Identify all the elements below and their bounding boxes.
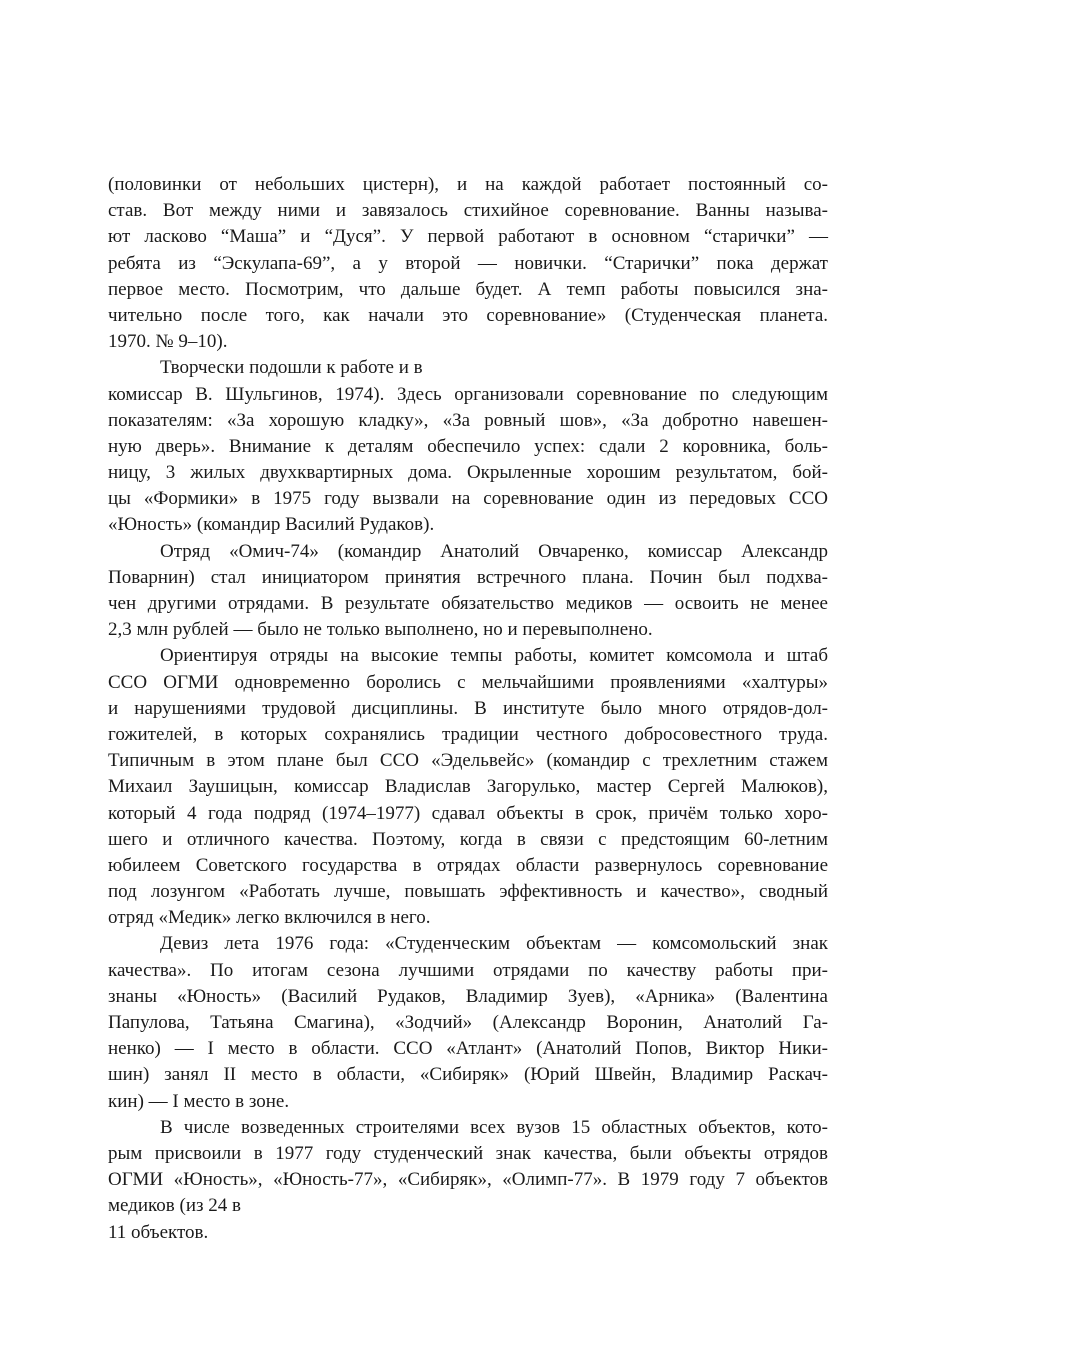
- text-line: кин) — I место в зоне.: [108, 1090, 290, 1112]
- text-line: Михаил Заушицын, комиссар Владислав Загорулько, мастер Сергей Малюков),: [108, 776, 828, 798]
- text-line: чительно после того, как начали это соревнование» (Студенческая планета.: [108, 304, 828, 326]
- text-line: став. Вот между ними и завязалось стихийное соревнование. Ванны называ-: [108, 200, 828, 222]
- text-line: Поварнин) стал инициатором принятия встречного плана. Почин был подхва-: [108, 566, 828, 588]
- text-line: рым присвоили в 1977 году студенческий знак качества, были объекты отрядов: [108, 1142, 828, 1164]
- text-line: «Юность» (командир Василий Рудаков).: [108, 514, 435, 536]
- text-line: В числе возведенных строителями всех вузов 15 областных объектов, кото-: [160, 1116, 828, 1138]
- text-line: чен другими отрядами. В результате обязательство медиков — освоить не менее: [108, 593, 828, 614]
- text-line: шин) занял II место в области, «Сибиряк» (Юрий Швейн, Владимир Раскач-: [108, 1064, 828, 1086]
- text-line: и нарушениями трудовой дисциплины. В институте было много отрядов-дол-: [108, 697, 828, 719]
- text-line: знаны «Юность» (Василий Рудаков, Владимир Зуев), «Арника» (Валентина: [108, 985, 828, 1007]
- text-line: цы «Формики» в 1975 году вызвали на соревнование один из передовых ССО: [108, 488, 828, 510]
- text-line: юбилеем Советского государства в отрядах области развернулось соревнование: [108, 854, 828, 876]
- text-line: первое место. Посмотрим, что дальше будет. А темп работы повысился зна-: [108, 278, 828, 300]
- text-line: ребята из “Эскулапа-69”, а у второй — новички. “Старички” пока держат: [108, 252, 828, 274]
- text-line: Ориентируя отряды на высокие темпы работы, комитет комсомола и штаб: [160, 645, 828, 667]
- text-line: Отряд «Омич-74» (командир Анатолий Овчаренко, комиссар Александр: [160, 540, 828, 562]
- text-line: Папулова, Татьяна Смагина), «Зодчий» (Александр Воронин, Анатолий Га-: [108, 1012, 828, 1033]
- text-line: ненко) — I место в области. ССО «Атлант» (Анатолий Попов, Виктор Ники-: [108, 1038, 828, 1060]
- text-line: ют ласково “Маша” и “Дуся”. У первой работают в основном “старички” —: [108, 226, 828, 248]
- text-line: шего и отличного качества. Поэтому, когда в связи с предстоящим 60-летним: [108, 828, 828, 850]
- text-line: ССО ОГМИ одновременно боролись с мельчайшими проявлениями «халтуры»: [108, 671, 828, 693]
- text-line: показателям: «За хорошую кладку», «За ровный шов», «За добротно навешен-: [108, 409, 828, 431]
- text-line: ОГМИ «Юность», «Юность-77», «Сибиряк», «Олимп-77». В 1979 году 7 объектов: [108, 1169, 828, 1191]
- text-line: Девиз лета 1976 года: «Студенческим объектам — комсомольский знак: [160, 933, 828, 955]
- text-line: Типичным в этом плане был ССО «Эдельвейс» (командир с трехлетним стажем: [108, 750, 828, 772]
- text-line: (половинки от небольших цистерн), и на каждой работает постоянный со-: [108, 174, 828, 195]
- text-line: ницу, 3 жилых двухквартирных дома. Окрыленные хорошим результатом, бой-: [108, 462, 828, 484]
- text-line: отряд «Медик» легко включился в него.: [108, 907, 431, 929]
- text-line: гожителей, в которых сохранялись традиции честного добросовестного труда.: [108, 723, 828, 745]
- text-line: под лозунгом «Работать лучше, повышать эффективность и качество», сводный: [108, 881, 828, 903]
- text-line: ную дверь». Внимание к деталям обеспечило успех: сдали 2 коровника, боль-: [108, 435, 828, 457]
- page-text: [108, 172, 828, 1246]
- text-line: 1970. № 9–10).: [108, 331, 228, 353]
- text-line: 11 объектов.: [108, 1221, 209, 1243]
- text-line: который 4 года подряд (1974–1977) сдавал объекты в срок, причём только хоро-: [108, 802, 828, 824]
- text-line: 2,3 млн рублей — было не только выполнено, но и перевыполнено.: [108, 619, 653, 641]
- text-line: комиссар В. Шульгинов, 1974). Здесь организовали соревнование по следующим: [108, 383, 828, 405]
- text-line: медиков (из 24 в: [108, 1195, 241, 1217]
- text-line: Творчески подошли к работе и в: [160, 357, 423, 379]
- text-line: качества». По итогам сезона лучшими отрядами по качеству работы при-: [108, 959, 828, 981]
